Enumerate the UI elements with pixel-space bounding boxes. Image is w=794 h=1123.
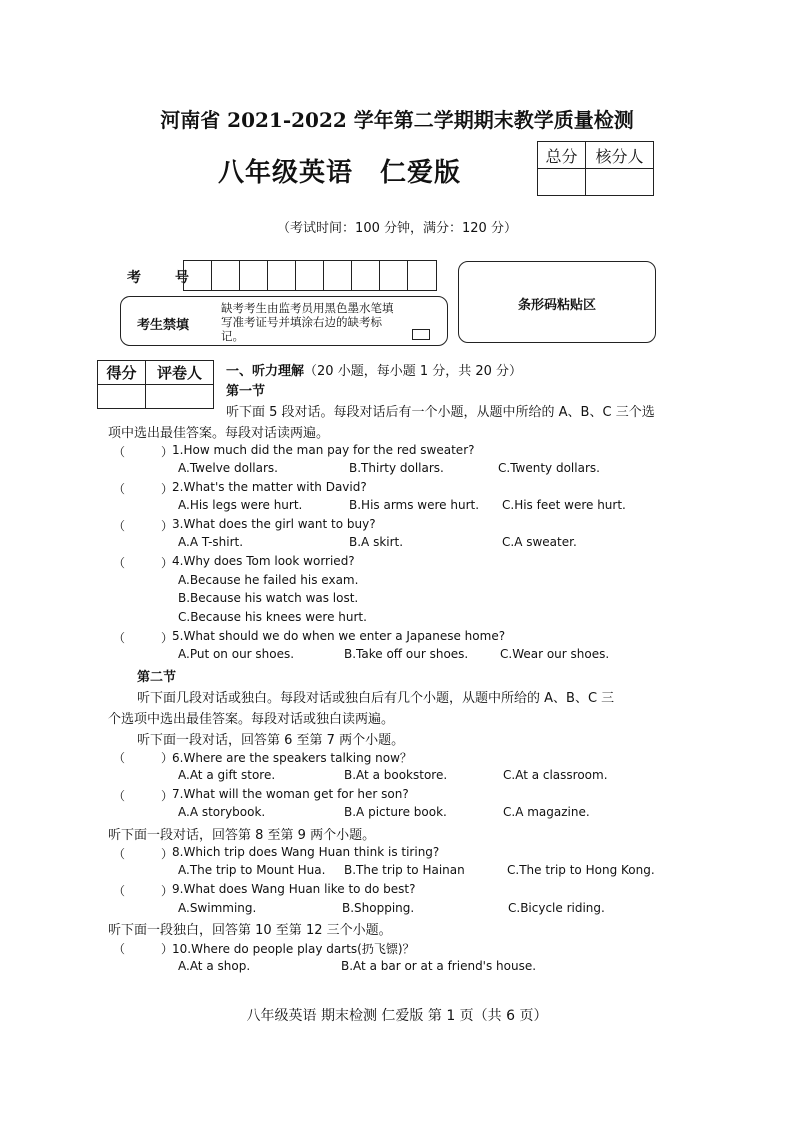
option-a[interactable]: A.A T-shirt.: [178, 535, 244, 549]
question-stem: 7.What will the woman get for her son?: [172, 787, 409, 801]
digit-cell[interactable]: [380, 261, 408, 290]
option-c[interactable]: C.His feet were hurt.: [502, 498, 626, 512]
option-a[interactable]: A.His legs were hurt.: [178, 498, 303, 512]
answer-bracket[interactable]: （ ）: [113, 751, 174, 765]
total-score-cell[interactable]: [538, 169, 586, 196]
digit-cell[interactable]: [212, 261, 240, 290]
option-c[interactable]: C.A sweater.: [502, 535, 577, 549]
exam-subtitle: 八年级英语 仁爱版: [218, 158, 462, 188]
exam-time-note: （考试时间：100 分钟，满分：120 分）: [277, 221, 517, 236]
grader-score-cell[interactable]: [98, 385, 146, 409]
option-b[interactable]: B.The trip to Hainan: [344, 863, 465, 877]
section-heading: [226, 360, 522, 379]
part2-intro-cont: 个选项中选出最佳答案。每段对话或独白读两遍。: [108, 712, 395, 727]
digit-cell[interactable]: [240, 261, 268, 290]
option-c[interactable]: C.Wear our shoes.: [500, 647, 610, 661]
candidate-number-grid[interactable]: [183, 260, 437, 291]
question-stem: 6.Where are the speakers talking now？: [172, 751, 412, 765]
option-b[interactable]: B.His arms were hurt.: [349, 498, 480, 512]
grader-reviewer-header: 评卷人: [146, 361, 214, 385]
option-b[interactable]: B.At a bookstore.: [344, 768, 448, 782]
part1-intro-cont: 项中选出最佳答案。每段对话读两遍。: [108, 426, 330, 441]
digit-cell[interactable]: [408, 261, 436, 290]
digit-cell[interactable]: [324, 261, 352, 290]
answer-bracket[interactable]: （ ）: [113, 942, 174, 956]
question-stem: 8.Which trip does Wang Huan think is tiring?: [172, 845, 440, 859]
part2-intro: 听下面几段对话或独白。每段对话或独白后有几个小题，从题中所给的 A、B、C 三: [137, 691, 615, 706]
answer-bracket[interactable]: （ ）: [113, 631, 174, 645]
dialogue-note-8-9: 听下面一段对话，回答第 8 至第 9 两个小题。: [108, 828, 376, 843]
part1-title: 第一节: [226, 384, 266, 399]
digit-cell[interactable]: [296, 261, 324, 290]
option-c[interactable]: C.Because his knees were hurt.: [178, 610, 367, 624]
absent-mark-box[interactable]: [412, 329, 430, 340]
answer-bracket[interactable]: （ ）: [113, 556, 174, 570]
answer-bracket[interactable]: （ ）: [113, 482, 174, 496]
section-note: （20 小题，每小题 1 分，共 20 分）: [304, 364, 523, 379]
option-a[interactable]: A.The trip to Mount Hua.: [178, 863, 326, 877]
option-b[interactable]: B.Thirty dollars.: [349, 461, 444, 475]
option-a[interactable]: A.At a shop.: [178, 959, 251, 973]
forbid-label: 考生禁填: [137, 318, 190, 333]
total-score-table: [537, 141, 654, 196]
question-stem: 10.Where do people play darts(扔飞镖)？: [172, 942, 415, 956]
option-b[interactable]: B.Because his watch was lost.: [178, 591, 359, 605]
question-stem: 4.Why does Tom look worried?: [172, 554, 355, 568]
option-a[interactable]: A.Put on our shoes.: [178, 647, 295, 661]
score-checker-cell[interactable]: [586, 169, 654, 196]
page-footer: 八年级英语 期末检测 仁爱版 第 1 页（共 6 页）: [246, 1008, 548, 1024]
digit-cell[interactable]: [268, 261, 296, 290]
question-stem: 2.What's the matter with David?: [172, 480, 367, 494]
score-checker-header: 核分人: [586, 142, 654, 169]
option-c[interactable]: C.A magazine.: [503, 805, 590, 819]
option-b[interactable]: B.A picture book.: [344, 805, 447, 819]
exam-title: 河南省 2021-2022 学年第二学期期末教学质量检测: [160, 108, 634, 132]
answer-bracket[interactable]: （ ）: [113, 884, 174, 898]
option-a[interactable]: A.At a gift store.: [178, 768, 276, 782]
option-c[interactable]: C.Bicycle riding.: [508, 901, 605, 915]
option-b[interactable]: B.Take off our shoes.: [344, 647, 469, 661]
monologue-note-10-12: 听下面一段独白，回答第 10 至第 12 三个小题。: [108, 923, 392, 938]
section-title: 一、听力理解: [226, 364, 305, 379]
total-score-header: 总分: [538, 142, 586, 169]
question-stem: 9.What does Wang Huan like to do best?: [172, 882, 416, 896]
answer-bracket[interactable]: （ ）: [113, 519, 174, 533]
option-b[interactable]: B.At a bar or at a friend's house.: [341, 959, 537, 973]
question-stem: 3.What does the girl want to buy?: [172, 517, 376, 531]
grader-table: [97, 360, 214, 409]
grader-reviewer-cell[interactable]: [146, 385, 214, 409]
dialogue-note-6-7: 听下面一段对话，回答第 6 至第 7 两个小题。: [137, 733, 405, 748]
option-a[interactable]: A.A storybook.: [178, 805, 266, 819]
barcode-label: 条形码粘贴区: [517, 298, 596, 313]
answer-bracket[interactable]: （ ）: [113, 847, 174, 861]
part1-intro: 听下面 5 段对话。每段对话后有一个小题，从题中所给的 A、B、C 三个选: [226, 405, 655, 420]
part2-title: 第二节: [137, 670, 177, 685]
option-a[interactable]: A.Because he failed his exam.: [178, 573, 359, 587]
forbid-instructions: 缺考考生由监考员用黑色墨水笔填写准考证号并填涂右边的缺考标记。: [221, 301, 394, 343]
question-stem: 5.What should we do when we enter a Japanese home?: [172, 629, 506, 643]
option-c[interactable]: C.Twenty dollars.: [498, 461, 600, 475]
option-c[interactable]: C.At a classroom.: [503, 768, 608, 782]
candidate-number-label: 考 号: [127, 270, 199, 286]
option-a[interactable]: A.Swimming.: [178, 901, 257, 915]
digit-cell[interactable]: [184, 261, 212, 290]
grader-score-header: 得分: [98, 361, 146, 385]
option-c[interactable]: C.The trip to Hong Kong.: [507, 863, 655, 877]
digit-cell[interactable]: [352, 261, 380, 290]
question-stem: 1.How much did the man pay for the red sweater?: [172, 443, 475, 457]
answer-bracket[interactable]: （ ）: [113, 445, 174, 459]
option-a[interactable]: A.Twelve dollars.: [178, 461, 278, 475]
option-b[interactable]: B.A skirt.: [349, 535, 404, 549]
option-b[interactable]: B.Shopping.: [342, 901, 415, 915]
answer-bracket[interactable]: （ ）: [113, 789, 174, 803]
